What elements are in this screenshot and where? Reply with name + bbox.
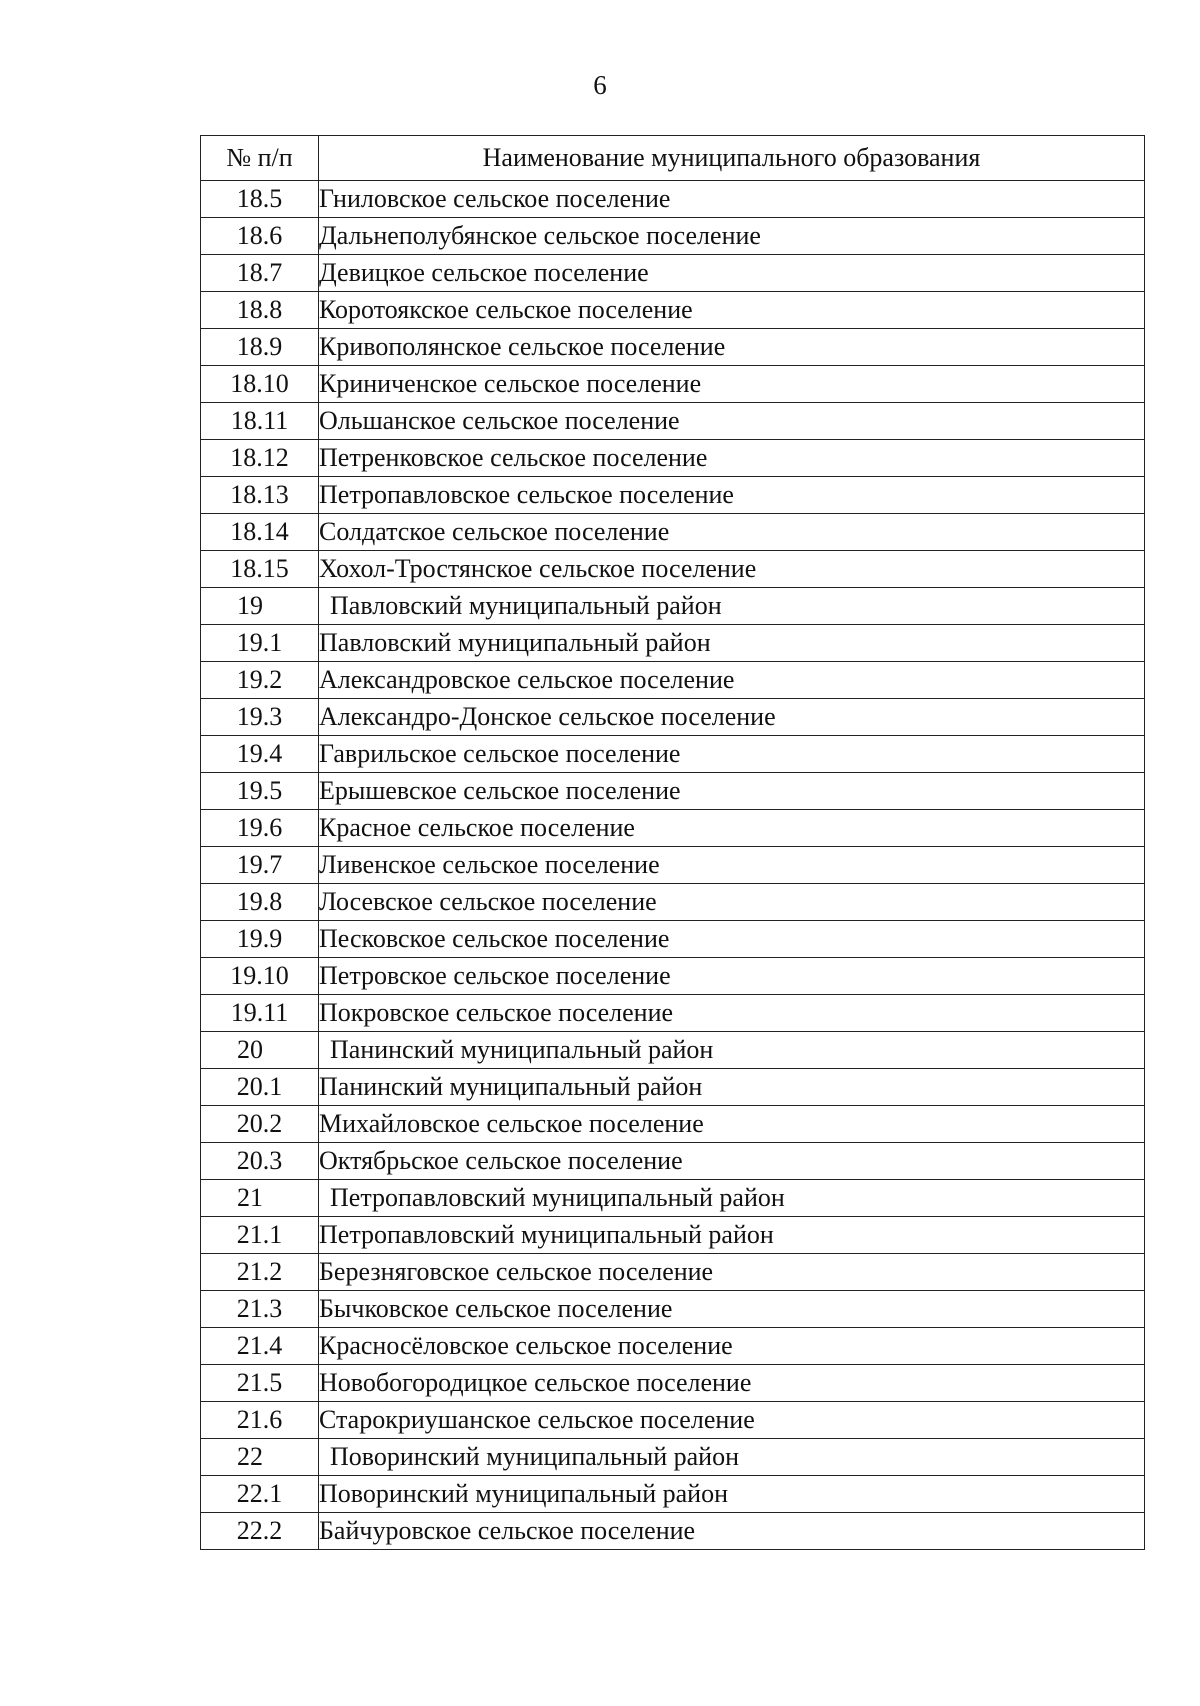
district-name: Поворинский муниципальный район [319,1439,1145,1476]
row-number: 19.7 [201,847,319,884]
municipality-name: Александровское сельское поселение [319,662,1145,699]
row-number: 19 [201,588,319,625]
municipality-name: Петровское сельское поселение [319,958,1145,995]
municipality-name: Красносёловское сельское поселение [319,1328,1145,1365]
row-number: 19.5 [201,773,319,810]
row-number: 19.3 [201,699,319,736]
district-row [201,588,1145,625]
column-header-name: Наименование муниципального образования [319,136,1145,181]
municipality-name: Михайловское сельское поселение [319,1106,1145,1143]
row-number: 18.6 [201,218,319,255]
table-header-row [201,136,1145,181]
municipality-name: Коротоякское сельское поселение [319,292,1145,329]
column-header-number: № п/п [201,136,319,181]
row-number: 18.8 [201,292,319,329]
municipality-name: Бычковское сельское поселение [319,1291,1145,1328]
row-number: 20 [201,1032,319,1069]
municipality-name: Березняговское сельское поселение [319,1254,1145,1291]
row-number: 19.11 [201,995,319,1032]
table-row [201,181,1145,218]
table-row [201,736,1145,773]
table-row [201,1513,1145,1550]
row-number: 19.8 [201,884,319,921]
municipality-name: Ольшанское сельское поселение [319,403,1145,440]
row-number: 20.3 [201,1143,319,1180]
municipality-name: Петренковское сельское поселение [319,440,1145,477]
municipality-name: Красное сельское поселение [319,810,1145,847]
row-number: 21 [201,1180,319,1217]
row-number: 20.2 [201,1106,319,1143]
row-number: 21.2 [201,1254,319,1291]
municipality-name: Новобогородицкое сельское поселение [319,1365,1145,1402]
municipality-name: Кривополянское сельское поселение [319,329,1145,366]
row-number: 18.13 [201,477,319,514]
municipality-name: Ливенское сельское поселение [319,847,1145,884]
row-number: 18.5 [201,181,319,218]
page-number: 6 [593,70,607,100]
table-row [201,329,1145,366]
row-number: 21.6 [201,1402,319,1439]
row-number: 22 [201,1439,319,1476]
municipality-name: Лосевское сельское поселение [319,884,1145,921]
municipality-name: Ерышевское сельское поселение [319,773,1145,810]
table-row [201,921,1145,958]
row-number: 19.9 [201,921,319,958]
district-row [201,1439,1145,1476]
row-number: 19.2 [201,662,319,699]
table-row [201,1365,1145,1402]
table-row [201,773,1145,810]
table-row [201,514,1145,551]
table-row [201,1069,1145,1106]
table-row [201,625,1145,662]
table-row [201,1254,1145,1291]
municipality-name: Гаврильское сельское поселение [319,736,1145,773]
row-number: 18.12 [201,440,319,477]
municipality-name: Криниченское сельское поселение [319,366,1145,403]
row-number: 19.1 [201,625,319,662]
district-name: Павловский муниципальный район [319,588,1145,625]
table-row [201,1291,1145,1328]
row-number: 21.5 [201,1365,319,1402]
table-row [201,699,1145,736]
municipality-name: Старокриушанское сельское поселение [319,1402,1145,1439]
district-name: Панинский муниципальный район [319,1032,1145,1069]
row-number: 18.10 [201,366,319,403]
row-number: 18.15 [201,551,319,588]
row-number: 21.1 [201,1217,319,1254]
district-row [201,1032,1145,1069]
municipality-name: Песковское сельское поселение [319,921,1145,958]
table-row [201,440,1145,477]
table-row [201,847,1145,884]
table-row [201,884,1145,921]
table-row [201,366,1145,403]
municipality-name: Петропавловский муниципальный район [319,1217,1145,1254]
table-row [201,810,1145,847]
row-number: 22.1 [201,1476,319,1513]
table-row [201,551,1145,588]
district-row [201,1180,1145,1217]
municipality-name: Павловский муниципальный район [319,625,1145,662]
municipality-name: Девицкое сельское поселение [319,255,1145,292]
municipalities-table [200,135,1145,1550]
table-row [201,292,1145,329]
table-row [201,403,1145,440]
row-number: 21.4 [201,1328,319,1365]
row-number: 19.10 [201,958,319,995]
municipality-name: Петропавловское сельское поселение [319,477,1145,514]
row-number: 19.4 [201,736,319,773]
table-row [201,477,1145,514]
row-number: 20.1 [201,1069,319,1106]
municipality-name: Байчуровское сельское поселение [319,1513,1145,1550]
table-body [201,181,1145,1550]
row-number: 18.7 [201,255,319,292]
table-row [201,995,1145,1032]
table-row [201,218,1145,255]
table-row [201,1402,1145,1439]
municipality-name: Покровское сельское поселение [319,995,1145,1032]
row-number: 18.14 [201,514,319,551]
row-number: 19.6 [201,810,319,847]
row-number: 21.3 [201,1291,319,1328]
municipality-name: Панинский муниципальный район [319,1069,1145,1106]
table-row [201,1143,1145,1180]
table-row [201,1106,1145,1143]
district-name: Петропавловский муниципальный район [319,1180,1145,1217]
table-row [201,1217,1145,1254]
row-number: 18.9 [201,329,319,366]
table-row [201,662,1145,699]
row-number: 22.2 [201,1513,319,1550]
table-row [201,958,1145,995]
municipality-name: Хохол-Тростянское сельское поселение [319,551,1145,588]
municipality-name: Дальнеполубянское сельское поселение [319,218,1145,255]
row-number: 18.11 [201,403,319,440]
table-row [201,255,1145,292]
municipality-name: Октябрьское сельское поселение [319,1143,1145,1180]
municipality-name: Солдатское сельское поселение [319,514,1145,551]
table-row [201,1328,1145,1365]
table-row [201,1476,1145,1513]
municipality-name: Поворинский муниципальный район [319,1476,1145,1513]
municipality-name: Гниловское сельское поселение [319,181,1145,218]
municipality-name: Александро-Донское сельское поселение [319,699,1145,736]
